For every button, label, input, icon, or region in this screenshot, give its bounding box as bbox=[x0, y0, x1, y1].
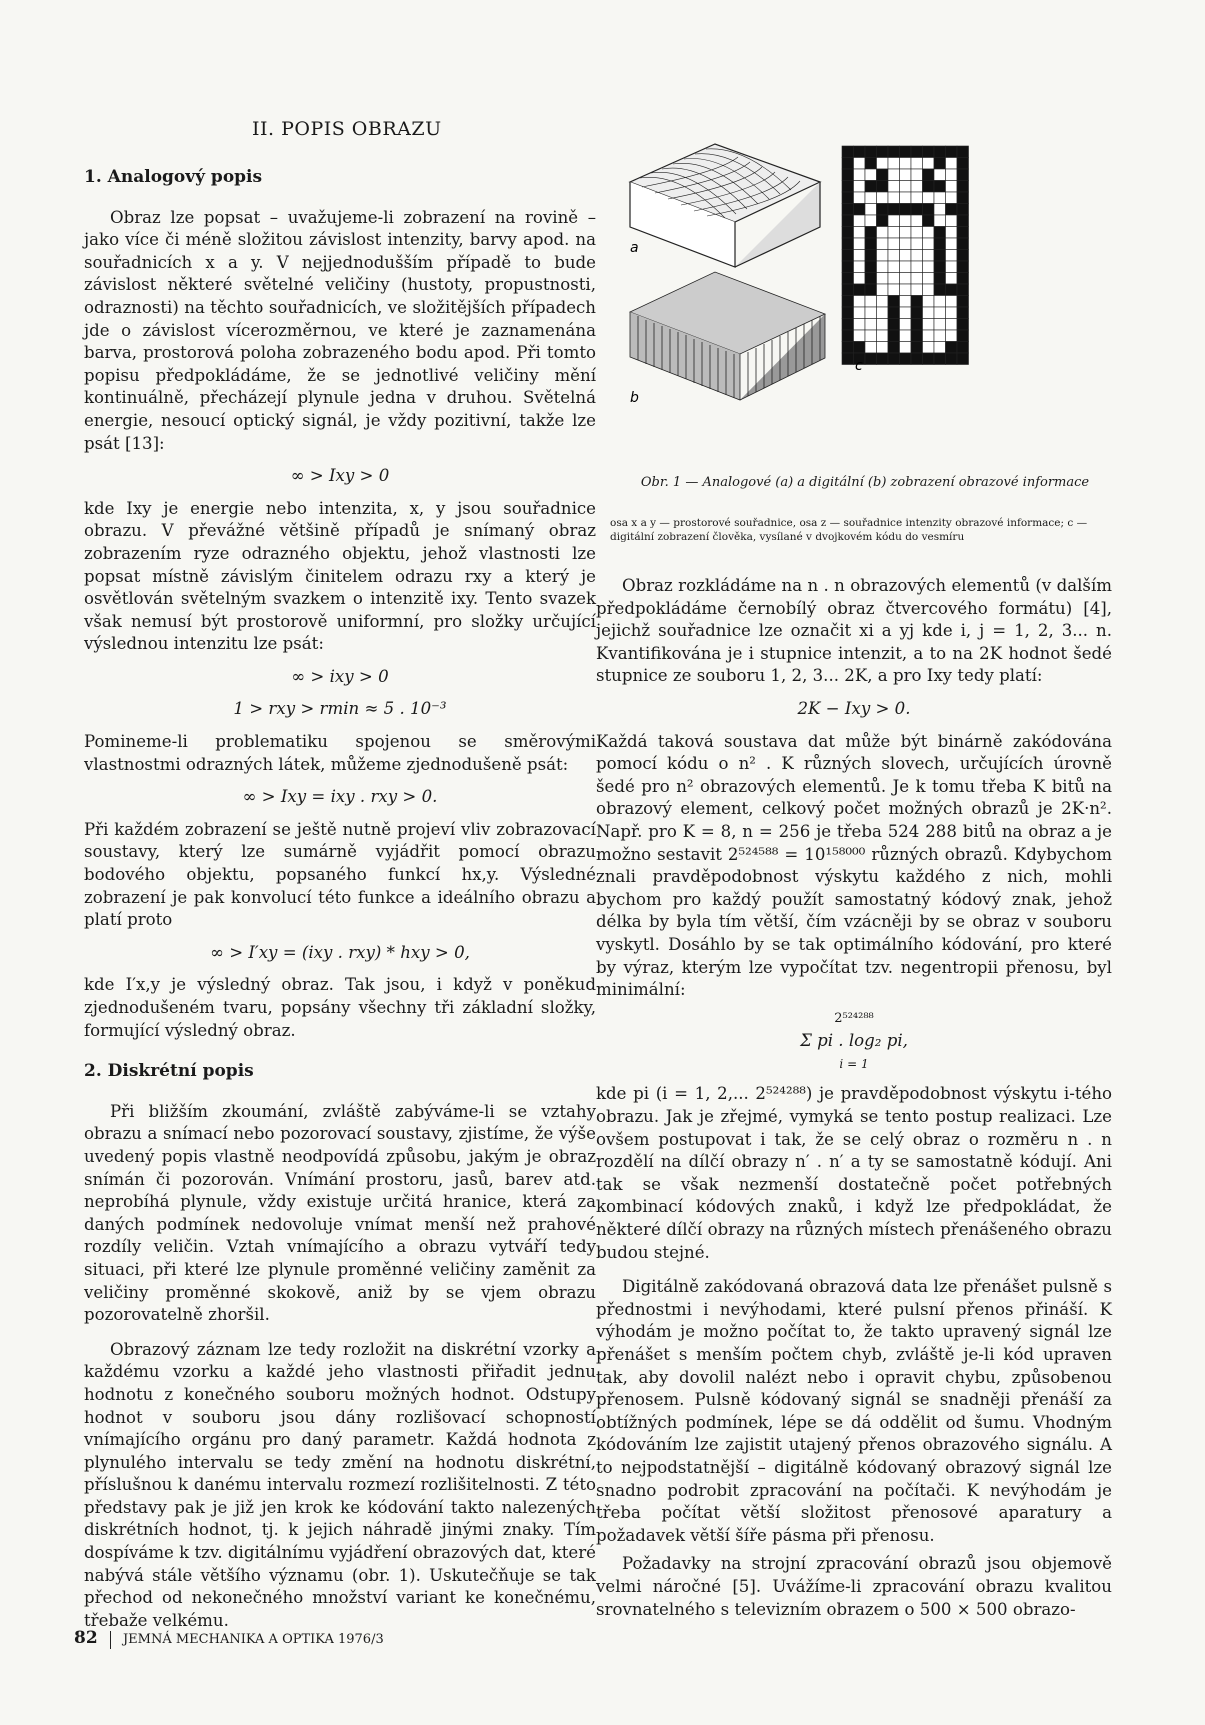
figure-notes: osa x a y — prostorové souřadnice, osa z — souřadnice intenzity obrazové informace; c — digitální zobrazení člověka, vysílané v dvojkovém kódu do vesmíru bbox=[610, 517, 1088, 543]
paragraph: Při bližším zkoumání, zvláště zabýváme-li se vztahy obrazu a snímací nebo pozorovací soustavy, zjistíme, že výše uvedený popis vlastně neodpovídá způsobu, jakým je obraz snímán či pozorován. Vnímání prostoru, jasů, barev atd. neprobíhá plynule, vždy existuje určitá hranice, která za daných podmínek nedovoluje vnímat menší než prahové rozdíly veličin. Vztah vnímajícího a obrazu vytváří tedy situaci, při které lze plynule proměnné veličiny zaměnit za veličiny proměnné skokově, aniž by se vjem obrazu pozorovatelně zhoršil. bbox=[84, 1101, 596, 1325]
pixel-cell bbox=[911, 192, 923, 204]
pixel-cell bbox=[842, 330, 854, 342]
pixel-cell bbox=[842, 204, 854, 216]
journal-name: JEMNÁ MECHANIKA A OPTIKA 1976/3 bbox=[122, 1632, 384, 1647]
pixel-cell bbox=[957, 158, 969, 170]
pixel-cell bbox=[877, 169, 889, 181]
pixel-cell bbox=[877, 146, 889, 158]
pixel-cell bbox=[923, 158, 935, 170]
pixel-cell bbox=[842, 342, 854, 354]
pixel-cell bbox=[911, 215, 923, 227]
pixel-cell bbox=[888, 204, 900, 216]
pixel-cell bbox=[911, 296, 923, 308]
pixel-cell bbox=[842, 192, 854, 204]
pixel-cell bbox=[911, 284, 923, 296]
pixel-cell bbox=[957, 261, 969, 273]
pixel-cell bbox=[946, 284, 958, 296]
pixel-cell bbox=[865, 146, 877, 158]
pixel-cell bbox=[842, 284, 854, 296]
figure-drawing bbox=[620, 142, 1120, 472]
left-column bbox=[84, 160, 596, 1638]
pixel-cell bbox=[865, 158, 877, 170]
pixel-cell bbox=[934, 146, 946, 158]
pixel-cell bbox=[946, 204, 958, 216]
pixel-cell bbox=[957, 273, 969, 285]
equation-sum: Σ pi . log₂ pi, bbox=[800, 1031, 908, 1051]
pixel-cell bbox=[946, 353, 958, 365]
pixel-cell bbox=[865, 204, 877, 216]
equation: ∞ > I′xy = (ixy . rxy) * hxy > 0, bbox=[210, 942, 470, 962]
pixel-cell bbox=[900, 158, 912, 170]
pixel-cell bbox=[865, 192, 877, 204]
pixel-cell bbox=[854, 169, 866, 181]
pixel-cell bbox=[865, 319, 877, 331]
pixel-cell bbox=[888, 146, 900, 158]
pixel-cell bbox=[923, 238, 935, 250]
pixel-cell bbox=[854, 215, 866, 227]
pixel-cell bbox=[888, 181, 900, 193]
pixel-cell bbox=[923, 342, 935, 354]
pixel-cell bbox=[888, 238, 900, 250]
equation-sum-top: 2⁵²⁴²⁸⁸ bbox=[834, 1010, 874, 1026]
pixel-cell bbox=[842, 181, 854, 193]
pixel-cell bbox=[877, 238, 889, 250]
pixel-cell bbox=[911, 238, 923, 250]
pixel-cell bbox=[911, 342, 923, 354]
heading-discrete: 2. Diskrétní popis bbox=[84, 1061, 254, 1082]
pixel-cell bbox=[900, 215, 912, 227]
pixel-cell bbox=[854, 342, 866, 354]
pixel-cell bbox=[842, 158, 854, 170]
pixel-cell bbox=[934, 353, 946, 365]
pixel-cell bbox=[888, 330, 900, 342]
pixel-cell bbox=[946, 342, 958, 354]
pixel-cell bbox=[934, 307, 946, 319]
pixel-cell bbox=[888, 273, 900, 285]
pixel-cell bbox=[877, 353, 889, 365]
pixel-cell bbox=[842, 227, 854, 239]
pixel-cell bbox=[888, 169, 900, 181]
pixel-cell bbox=[957, 204, 969, 216]
pixel-cell bbox=[888, 250, 900, 262]
pixel-cell bbox=[877, 307, 889, 319]
pixel-cell bbox=[877, 284, 889, 296]
pixel-cell bbox=[923, 284, 935, 296]
right-column bbox=[596, 575, 1112, 1627]
pixel-cell bbox=[934, 342, 946, 354]
paragraph: Každá taková soustava dat může být binárně zakódována pomocí kódu o n² . K různých slovech, určujících úrovně šedé pro n² obrazových elementů. Je k tomu třeba K bitů na obrazový element, celkový počet možných obrazů je 2K·n². Např. pro K = 8, n = 256 je třeba 524 288 bitů na obraz a je možno sestavit 2⁵²⁴⁵⁸⁸ = 10¹⁵⁸⁰⁰⁰ různých obrazů. Kdybychom znali pravděpodobnost výskytu každého z nich, mohli bychom pro každý použít samostatný kódový znak, jehož délka by byla tím větší, čím vzácněji by se obraz v souboru vyskytl. Dosáhlo by se tak optimálního kódování, pro které by výraz, kterým lze vypočítat tzv. negentropii přenosu, byl minimální: bbox=[596, 731, 1112, 1000]
pixel-cell bbox=[957, 250, 969, 262]
pixel-cell bbox=[923, 250, 935, 262]
pixel-cell bbox=[934, 181, 946, 193]
pixel-cell bbox=[842, 353, 854, 365]
paragraph: Při každém zobrazení se ještě nutně projeví vliv zobrazovací soustavy, který lze sumárně vyjádřit pomocí obrazu bodového objektu, popsaného funkcí hx,y. Výsledné zobrazení je pak konvolucí této funkce a ideálního obrazu a platí proto bbox=[84, 819, 596, 930]
paragraph: kde Ixy je energie nebo intenzita, x, y jsou souřadnice obrazu. V převážné většině případů je snímaný obraz zobrazením ryze odrazného objektu, jehož vlastnosti lze popsat místně závislým činitelem odrazu rxy a který je osvětlován světelným svazkem o intenzitě ixy. Tento svazek však nemusí být prostorově uniformní, pro složky určující výslednou intenzitu lze psát: bbox=[84, 498, 596, 654]
pixel-cell bbox=[865, 353, 877, 365]
pixel-cell bbox=[854, 273, 866, 285]
pixel-cell bbox=[911, 181, 923, 193]
pixel-cell bbox=[957, 227, 969, 239]
pixel-cell bbox=[934, 261, 946, 273]
pixel-cell bbox=[923, 215, 935, 227]
pixel-cell bbox=[865, 261, 877, 273]
pixel-cell bbox=[946, 319, 958, 331]
footer-divider bbox=[110, 1631, 111, 1649]
pixel-cell bbox=[934, 192, 946, 204]
pixel-cell bbox=[946, 192, 958, 204]
pixel-cell bbox=[877, 319, 889, 331]
equation-sum-bottom: i = 1 bbox=[839, 1056, 869, 1071]
pixel-cell bbox=[900, 181, 912, 193]
pixel-cell bbox=[934, 169, 946, 181]
pixel-cell bbox=[934, 158, 946, 170]
pixel-cell bbox=[934, 204, 946, 216]
pixel-cell bbox=[934, 319, 946, 331]
pixel-cell bbox=[923, 227, 935, 239]
pixel-cell bbox=[865, 238, 877, 250]
page-footer bbox=[74, 1628, 384, 1649]
section-title-wrap bbox=[84, 118, 596, 152]
pixel-cell bbox=[911, 261, 923, 273]
pixel-cell bbox=[842, 169, 854, 181]
pixel-cell bbox=[946, 215, 958, 227]
pixel-cell bbox=[957, 284, 969, 296]
pixel-cell bbox=[842, 215, 854, 227]
pixel-cell bbox=[900, 330, 912, 342]
label-b: b bbox=[630, 390, 639, 406]
paragraph: Obraz rozkládáme na n . n obrazových elementů (v dalším předpokládáme černobílý obraz čtvercového formátu) [4], jejichž souřadnice lze označit xi a yj kde i, j = 1, 2, 3... n. Kvantifikována je i stupnice intenzit, a to na 2K hodnot šedé stupnice ze souboru 1, 2, 3... 2K, a pro Ixy tedy platí: bbox=[596, 576, 1112, 686]
pixel-cell bbox=[900, 353, 912, 365]
pixel-cell bbox=[888, 158, 900, 170]
paragraph: Digitálně zakódovaná obrazová data lze přenášet pulsně s přednostmi i nevýhodami, které pulsní přenos přináší. K výhodám je možno počítat to, že takto upravený signál lze přenášet s menším počtem chyb, zvláště je-li kód upraven tak, aby dovolil nalézt nebo i opravit chybu, způsobenou přenosem. Pulsně kódovaný signál se snadněji přenáší za obtížných podmínek, lépe se dá oddělit od šumu. Vhodným kódováním lze zajistit utajený přenos obrazového signálu. A to nejpodstatnější – digitálně kódovaný obrazový signál lze snadno podrobit zpracování na počítači. K nevýhodám je třeba počítat větší složitost přenosové aparatury a požadavek větší šíře pásma při přenosu. bbox=[596, 1277, 1112, 1545]
pixel-cell bbox=[888, 296, 900, 308]
paragraph: kde I′x,y je výsledný obraz. Tak jsou, i když v poněkud zjednodušeném tvaru, popsány všechny tři základní složky, formující výsledný obraz. bbox=[84, 975, 596, 1040]
pixel-cell bbox=[854, 204, 866, 216]
pixel-cell bbox=[877, 227, 889, 239]
paragraph: Obraz lze popsat – uvažujeme-li zobrazení na rovině – jako více či méně složitou závislost intenzity, barvy apod. na souřadnicích x a y. V nejjednodušším případě to bude závislost některé světelné veličiny (hustoty, propustnosti, odraznosti) na těchto souřadnicích, ve složitějších případech jde o závislost vícerozměrnou, ve které je zaznamenána barva, prostorová poloha zobrazeného bodu apod. Při tomto popisu předpokládáme, že se jednotlivé veličiny mění kontinuálně, přecházejí plynule jedna v druhou. Světelná energie, nesoucí optický signál, je vždy pozitivní, takže lze psát [13]: bbox=[84, 207, 596, 453]
pixel-cell bbox=[900, 319, 912, 331]
pixel-cell bbox=[888, 342, 900, 354]
pixel-cell bbox=[911, 319, 923, 331]
pixel-cell bbox=[888, 215, 900, 227]
pixel-cell bbox=[900, 250, 912, 262]
digital-surface bbox=[630, 272, 825, 400]
pixel-cell bbox=[854, 158, 866, 170]
pixel-cell bbox=[934, 330, 946, 342]
pixel-cell bbox=[957, 296, 969, 308]
pixel-cell bbox=[854, 192, 866, 204]
pixel-cell bbox=[900, 204, 912, 216]
pixel-cell bbox=[923, 307, 935, 319]
pixel-cell bbox=[946, 296, 958, 308]
figure-obr1 bbox=[620, 142, 1120, 497]
equation: 2K − Ixy > 0. bbox=[797, 698, 911, 718]
pixel-cell bbox=[946, 250, 958, 262]
pixel-cell bbox=[865, 307, 877, 319]
pixel-cell bbox=[877, 296, 889, 308]
pixel-cell bbox=[888, 307, 900, 319]
pixel-cell bbox=[934, 227, 946, 239]
pixel-cell bbox=[888, 353, 900, 365]
pixel-cell bbox=[865, 273, 877, 285]
pixel-cell bbox=[911, 158, 923, 170]
pixel-cell bbox=[877, 158, 889, 170]
pixel-cell bbox=[957, 307, 969, 319]
pixel-cell bbox=[865, 181, 877, 193]
label-a: a bbox=[630, 240, 639, 256]
pixel-cell bbox=[888, 227, 900, 239]
pixel-cell bbox=[865, 330, 877, 342]
pixel-cell bbox=[854, 227, 866, 239]
pixel-cell bbox=[957, 169, 969, 181]
pixel-cell bbox=[911, 330, 923, 342]
pixel-cell bbox=[957, 342, 969, 354]
pixel-cell bbox=[900, 307, 912, 319]
pixel-cell bbox=[865, 342, 877, 354]
pixel-cell bbox=[934, 284, 946, 296]
pixel-cell bbox=[877, 330, 889, 342]
pixel-cell bbox=[923, 181, 935, 193]
pixel-cell bbox=[957, 353, 969, 365]
pixel-cell bbox=[854, 307, 866, 319]
pixel-cell bbox=[854, 330, 866, 342]
pixel-cell bbox=[842, 250, 854, 262]
pixel-cell bbox=[842, 261, 854, 273]
pixel-cell bbox=[946, 330, 958, 342]
pixel-cell bbox=[865, 227, 877, 239]
pixel-cell bbox=[923, 273, 935, 285]
pixel-cell bbox=[957, 319, 969, 331]
pixel-cell bbox=[877, 261, 889, 273]
pixel-cell bbox=[888, 192, 900, 204]
pixel-cell bbox=[911, 273, 923, 285]
pixel-cell bbox=[900, 296, 912, 308]
pixel-cell bbox=[946, 227, 958, 239]
pixel-cell bbox=[934, 273, 946, 285]
pixel-cell bbox=[946, 158, 958, 170]
pixel-cell bbox=[900, 342, 912, 354]
pixel-cell bbox=[957, 330, 969, 342]
pixel-cell bbox=[900, 273, 912, 285]
pixel-cell bbox=[854, 296, 866, 308]
pixel-cell bbox=[842, 146, 854, 158]
section-title: II. POPIS OBRAZU bbox=[252, 118, 442, 140]
pixel-cell bbox=[911, 204, 923, 216]
pixel-cell bbox=[934, 215, 946, 227]
pixel-cell bbox=[842, 238, 854, 250]
paragraph: kde pi (i = 1, 2,... 2⁵²⁴²⁸⁸) je pravděpodobnost výskytu i-tého obrazu. Jak je zřejmé, vymyká se tento postup realizaci. Lze ovšem postupovat i tak, že se celý obraz o rozměru n . n rozdělí na dílčí obrazy n′ . n′ a ty se samostatně kódují. Ani tak se však nezmenší dostatečně počet potřebných kombinací kódových znaků, i když lze předpokládat, že některé dílčí obrazy na různých místech přenášeného obrazu budou stejné. bbox=[596, 1084, 1112, 1262]
pixel-cell bbox=[877, 181, 889, 193]
pixel-cell bbox=[854, 238, 866, 250]
pixel-cell bbox=[911, 146, 923, 158]
pixel-cell bbox=[900, 169, 912, 181]
pixel-cell bbox=[923, 353, 935, 365]
pixel-cell bbox=[934, 238, 946, 250]
heading-analog: 1. Analogový popis bbox=[84, 167, 263, 187]
pixel-cell bbox=[854, 284, 866, 296]
pixel-cell bbox=[923, 319, 935, 331]
pixel-cell bbox=[865, 284, 877, 296]
equation: ∞ > Ixy > 0 bbox=[290, 466, 390, 486]
pixel-cell bbox=[923, 146, 935, 158]
pixel-cell bbox=[946, 181, 958, 193]
pixel-cell bbox=[854, 146, 866, 158]
equation: 1 > rxy > rmin ≈ 5 . 10⁻³ bbox=[233, 699, 447, 719]
paragraph: Požadavky na strojní zpracování obrazů jsou objemově velmi náročné [5]. Uvážíme-li zpracování obrazu kvalitou srovnatelného s televizním obrazem o 500 × 500 obrazo- bbox=[596, 1554, 1112, 1619]
pixel-cell bbox=[888, 261, 900, 273]
pixel-cell bbox=[934, 296, 946, 308]
pixel-cell bbox=[854, 250, 866, 262]
pixel-cell bbox=[911, 169, 923, 181]
pixel-cell bbox=[911, 353, 923, 365]
pixel-cell bbox=[957, 238, 969, 250]
pixel-cell bbox=[842, 273, 854, 285]
pixel-cell bbox=[877, 204, 889, 216]
paragraph: Pomineme-li problematiku spojenou se směrovými vlastnostmi odrazných látek, můžeme zjednodušeně psát: bbox=[84, 732, 596, 774]
pixel-cell bbox=[900, 146, 912, 158]
pixel-cell bbox=[923, 261, 935, 273]
pixel-cell bbox=[877, 215, 889, 227]
pixel-cell bbox=[854, 319, 866, 331]
pixel-cell bbox=[877, 192, 889, 204]
pixel-cell bbox=[911, 227, 923, 239]
pixel-cell bbox=[842, 307, 854, 319]
pixel-cell bbox=[842, 296, 854, 308]
pixel-cell bbox=[865, 169, 877, 181]
paragraph: Obrazový záznam lze tedy rozložit na diskrétní vzorky a každému vzorku a každé jeho vlastnosti přiřadit jednu hodnotu z konečného souboru možných hodnot. Odstupy hodnot v souboru jsou dány rozlišovací schopností vnímajícího orgánu pro daný parametr. Každá hodnota z plynulého intervalu se tedy změní na hodnotu diskrétní, příslušnou k danému intervalu rozmezí rozlišitelnosti. Z této představy pak je již jen krok ke kódování takto nalezených diskrétních hodnot, tj. k jejich náhradě jinými znaky. Tím dospíváme k tzv. digitálnímu vyjádření obrazových dat, které nabývá stále většího významu (obr. 1). Uskutečňuje se tak přechod od nekonečného množství variant ke konečnému, třebaže velkému. bbox=[84, 1339, 596, 1630]
equation: ∞ > ixy > 0 bbox=[291, 666, 389, 686]
pixel-cell bbox=[900, 192, 912, 204]
pixel-cell bbox=[946, 146, 958, 158]
label-c: c bbox=[855, 358, 863, 374]
pixel-cell bbox=[865, 215, 877, 227]
pixel-cell bbox=[877, 273, 889, 285]
pixel-cell bbox=[877, 250, 889, 262]
pixel-cell bbox=[923, 330, 935, 342]
pixel-cell bbox=[842, 319, 854, 331]
pixel-cell bbox=[888, 319, 900, 331]
pixel-cell bbox=[957, 192, 969, 204]
equation: ∞ > Ixy = ixy . rxy > 0. bbox=[242, 787, 438, 807]
pixel-cell bbox=[865, 296, 877, 308]
pixel-cell bbox=[865, 250, 877, 262]
pixel-cell bbox=[854, 181, 866, 193]
figure-caption: Obr. 1 — Analogové (a) a digitální (b) zobrazení obrazové informace bbox=[640, 475, 1090, 490]
pixel-cell bbox=[900, 261, 912, 273]
pixel-cell bbox=[888, 284, 900, 296]
pixel-cell bbox=[946, 238, 958, 250]
pixel-cell bbox=[934, 250, 946, 262]
pixel-grid bbox=[842, 146, 969, 365]
pixel-cell bbox=[957, 146, 969, 158]
pixel-cell bbox=[877, 342, 889, 354]
pixel-cell bbox=[923, 169, 935, 181]
pixel-cell bbox=[854, 261, 866, 273]
pixel-cell bbox=[923, 204, 935, 216]
pixel-cell bbox=[923, 296, 935, 308]
pixel-cell bbox=[923, 192, 935, 204]
pixel-cell bbox=[911, 250, 923, 262]
pixel-cell bbox=[946, 261, 958, 273]
pixel-cell bbox=[900, 284, 912, 296]
pixel-cell bbox=[946, 273, 958, 285]
pixel-cell bbox=[946, 169, 958, 181]
pixel-cell bbox=[957, 215, 969, 227]
page-number: 82 bbox=[74, 1628, 98, 1648]
pixel-cell bbox=[957, 181, 969, 193]
pixel-cell bbox=[900, 238, 912, 250]
analog-surface bbox=[630, 144, 820, 267]
pixel-cell bbox=[900, 227, 912, 239]
pixel-cell bbox=[946, 307, 958, 319]
pixel-cell bbox=[911, 307, 923, 319]
